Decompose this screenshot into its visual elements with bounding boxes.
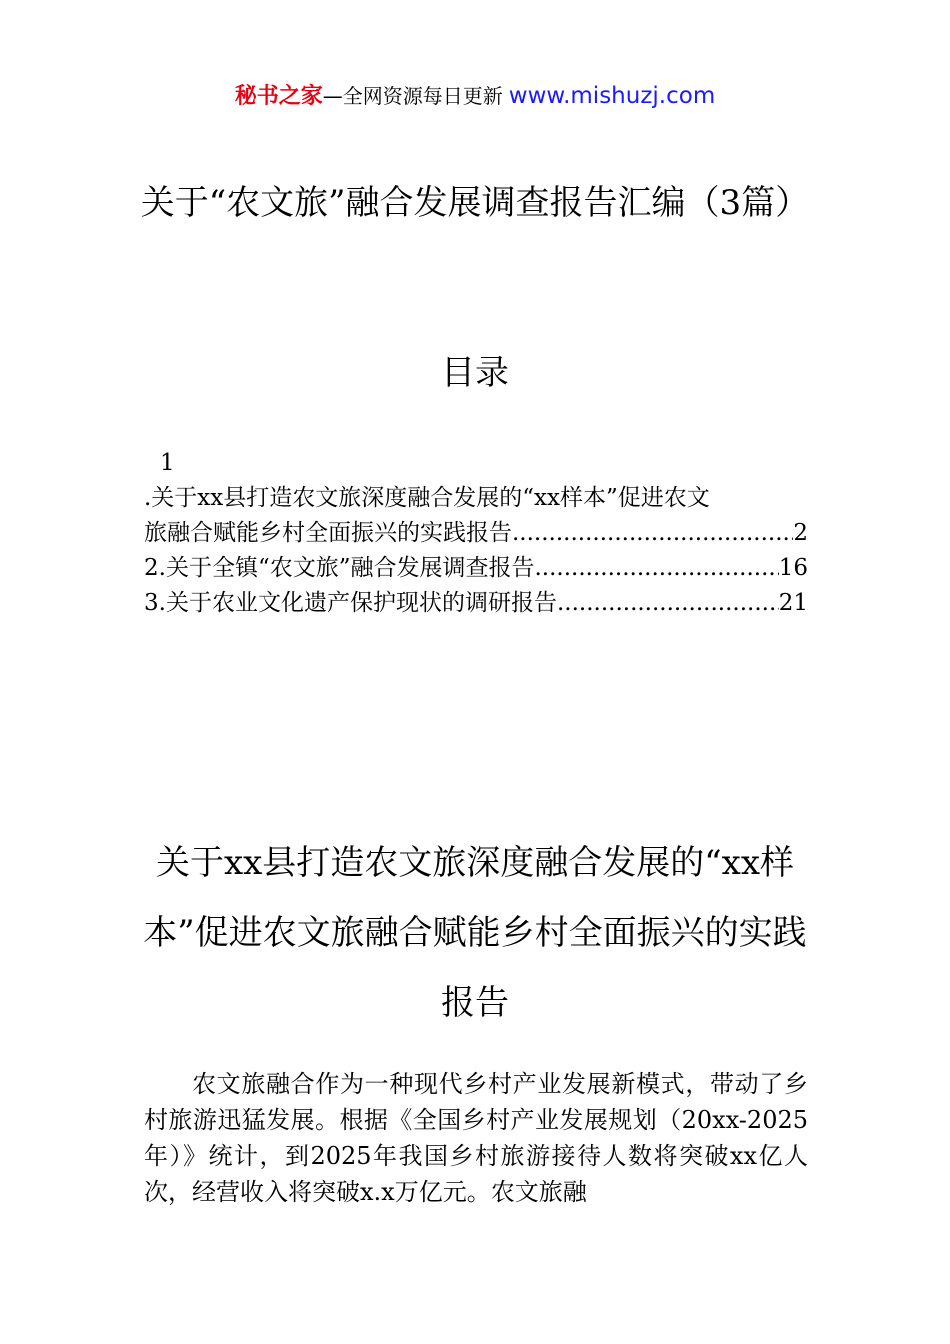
toc-leader-dots xyxy=(557,586,779,621)
toc-leader-dots xyxy=(534,551,778,586)
site-brand: 秘书之家 xyxy=(234,84,323,109)
document-title: 关于“农文旅”融合发展调查报告汇编（3篇） xyxy=(140,183,810,223)
toc-entry-2-text: 2.关于全镇“农文旅”融合发展调查报告 xyxy=(144,555,535,581)
site-banner xyxy=(0,80,950,113)
table-of-contents xyxy=(144,446,808,621)
toc-entry-3-page: 21 xyxy=(778,590,808,616)
toc-entry-1-line2: 旅融合赋能乡村全面振兴的实践报告 xyxy=(144,520,512,546)
toc-heading: 目录 xyxy=(441,353,509,393)
toc-entry-3[interactable] xyxy=(144,586,808,621)
section-title: 关于xx县打造农文旅深度融合发展的“xx样本”促进农文旅融合赋能乡村全面振兴的实践报告 xyxy=(143,843,807,1023)
toc-entry-1-number: 1 xyxy=(160,450,175,476)
body-paragraph: 农文旅融合作为一种现代乡村产业发展新模式，带动了乡村旅游迅猛发展。根据《全国乡村产业发展规划（20xx-2025年）》统计，到2025年我国乡村旅游接待人数将突破xx亿人次，经营收入将突破x.x万亿元。农文旅融 xyxy=(144,1070,808,1206)
toc-entry-2[interactable] xyxy=(144,551,808,586)
toc-entry-1-page: 2 xyxy=(793,520,808,546)
toc-entry-3-text: 3.关于农业文化遗产保护现状的调研报告 xyxy=(144,590,557,616)
site-url-link[interactable]: www.mishuzj.com xyxy=(508,83,716,109)
toc-entry-2-page: 16 xyxy=(778,555,808,581)
toc-entry-1-line1[interactable]: .关于xx县打造农文旅深度融合发展的“xx样本”促进农文 xyxy=(144,485,710,511)
site-tagline: —全网资源每日更新 xyxy=(322,84,503,108)
toc-entry-1[interactable] xyxy=(144,516,808,551)
toc-leader-dots xyxy=(512,516,793,551)
